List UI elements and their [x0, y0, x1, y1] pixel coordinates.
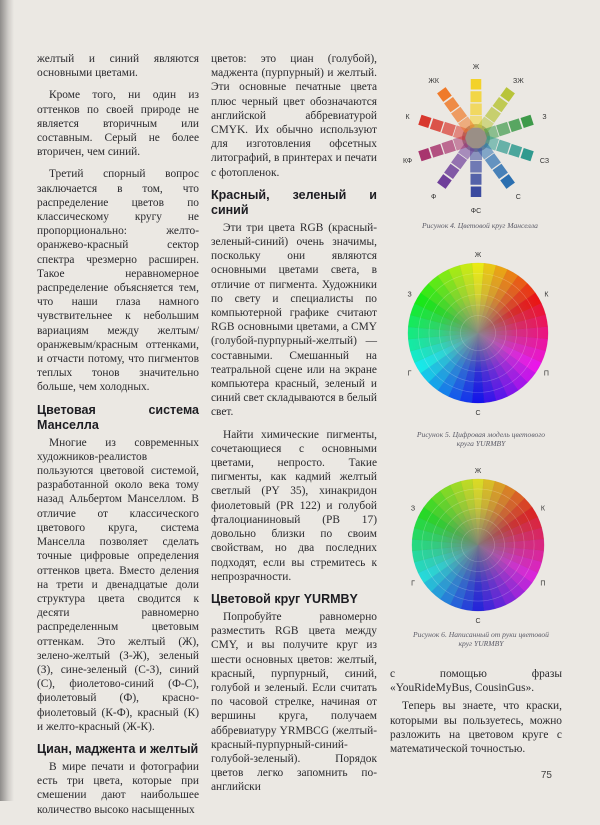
- wheel-hue-label: П: [540, 580, 546, 588]
- wheel-hue-label: З: [407, 291, 412, 299]
- figure-6-caption-line2: круг YURMBY: [458, 639, 504, 648]
- munsell-swatch: [496, 122, 510, 136]
- munsell-swatch: [471, 79, 482, 90]
- figure-5-caption: [396, 430, 566, 448]
- wheel-hue-label: З: [410, 505, 416, 513]
- paragraph: цветов: это циан (голубой), маджента (пурпурный) и желтый. Эти основные печатные цвета плюс черный цвет обозначаются английской аббревиатурой CMYK. Их обычно используют для изготовления офсетных литографий, в принтерах и печати с фотопленок.: [211, 53, 377, 179]
- munsell-swatch: [470, 161, 482, 173]
- munsell-hue-label: Ж: [472, 64, 480, 71]
- munsell-swatch: [508, 118, 522, 132]
- figure-yurmby-painted: [393, 467, 563, 627]
- munsell-hue-label: З: [542, 113, 547, 121]
- figure-6-caption: [396, 630, 566, 648]
- figure-yurmby-digital: [393, 243, 563, 423]
- wheel-hue-label: Ж: [474, 468, 482, 475]
- wheel-hue-label: К: [540, 505, 545, 513]
- munsell-swatch: [471, 187, 482, 198]
- munsell-swatch: [418, 115, 431, 128]
- paragraph: с помощью фразы «YouRideMyBus, CousinGus».: [390, 668, 562, 695]
- munsell-swatch: [521, 115, 534, 128]
- wheel-hue-label: К: [544, 291, 549, 299]
- figure-6-caption-line1: Рисунок 6. Написанный от руки цветовой: [413, 630, 549, 639]
- paragraph: Третий спорный вопрос заключается в том, что распределение цветов по классическому кругу не пропорционально: желто-оранжево-красный сектор спектра чрезмерно расширен. Такое неравномерное распределение объясняется тем, что наши глаза намного чувствительнее к небольшим вариациям между желтым/оранжевым/красным оттенками, и отчасти потому, что пигментов теплых тонов значительно больше, чем холодных.: [37, 168, 199, 394]
- section-heading-yurmby: Цветовой круг YURMBY: [211, 591, 358, 606]
- paragraph: Теперь вы знаете, что краски, которыми вы пользуетесь, можно разложить на цветовом круге с математической точностью.: [390, 700, 562, 756]
- section-heading-munsell: Цветовая система Манселла: [37, 402, 199, 432]
- munsell-hue-label: ЗЖ: [512, 77, 524, 85]
- figure-munsell-wheel: [388, 54, 564, 218]
- paragraph: В мире печати и фотографии есть три цвета, которые при смешении дают наибольшее количество высоко насыщенных: [37, 760, 199, 816]
- figure-5-caption-line2: круга YURMBY: [456, 439, 506, 448]
- munsell-swatch: [496, 140, 510, 154]
- munsell-swatch: [471, 91, 482, 102]
- munsell-hue-label: ЖК: [428, 77, 439, 85]
- munsell-swatch: [418, 148, 431, 161]
- wheel-hue-label: С: [475, 618, 481, 625]
- section-heading-cmy: Циан, маджента и желтый: [37, 741, 199, 756]
- wheel-hue-label: Ж: [474, 252, 482, 259]
- munsell-hue-label: СЗ: [539, 158, 550, 166]
- munsell-hue-label: КФ: [402, 158, 413, 166]
- section-heading-rgb: Красный, зеленый и синий: [211, 187, 377, 217]
- figure-5-caption-line1: Рисунок 5. Цифровая модель цветового: [416, 430, 546, 439]
- wheel-hue-label: П: [543, 370, 549, 378]
- text-column-3: [390, 667, 562, 760]
- wheel-hue-label: Г: [411, 580, 415, 588]
- munsell-hue-label: ФС: [470, 208, 482, 215]
- wheel-hue-label: Г: [407, 370, 412, 378]
- paragraph: Кроме того, ни один из оттенков по своей природе не является вторичным или составным. Серый не более вторичен, чем синий.: [37, 89, 199, 159]
- text-column-1: [37, 52, 199, 825]
- munsell-hue-label: Ф: [431, 194, 437, 202]
- figure-4-caption: Рисунок 4. Цветовой круг Манселла: [422, 221, 538, 230]
- paragraph: Найти химические пигменты, сочетающиеся с основными цветами, непросто. Такие пигменты, как кадмий желтый светлый (PY 35), хинакридон фиолетовый (PR 122) и голубой фталоцианиновый (PB 17) довольно близки по своим свойствам, но два последних подходят, если вы стремитесь к непрозрачности.: [211, 428, 377, 583]
- munsell-swatch: [470, 104, 482, 116]
- munsell-swatch: [441, 122, 455, 136]
- munsell-swatch: [441, 140, 455, 154]
- text-column-2: [211, 52, 377, 803]
- munsell-hue-label: К: [405, 113, 410, 121]
- munsell-swatch: [430, 144, 444, 158]
- page-number: 75: [540, 770, 552, 781]
- munsell-swatch: [508, 144, 522, 158]
- munsell-hue-label: С: [515, 194, 521, 202]
- paragraph: Эти три цвета RGB (красный-зеленый-синий) очень значимы, поскольку они являются основными цветами света, в отличие от пигмента. Художники по свету и специалисты по компьютерной графике считают RGB основными цветами, а CMY (голубой-пурпурный-желтый) — составными. Смешанный на театральной сцене или на экране компьютера красный, зеленый и синий свет складываются в белый свет.: [211, 221, 377, 419]
- munsell-swatch: [471, 174, 482, 185]
- munsell-swatch: [521, 148, 534, 161]
- page-gutter-shadow: [0, 0, 14, 801]
- wheel-hue-label: С: [475, 410, 481, 417]
- paragraph: Многие из современных художников-реалистов пользуются цветовой системой, разработанной около века тому назад Альбертом Манселлом. В отличие от классического цветового круга, система Манселла позволяет сделать точные цифровые определения оттенков цвета. Вместо деления на трети и двенадцатые доли структура цвета сводится к десяти равномерно распределенным цветовым оттенкам. Это желтый (Ж), зелено-желтый (З-Ж), зеленый (З), сине-зеленый (С-З), синий (С), фиолетово-синий (Ф-С), фиолетовый (Ф), красно-фиолетовый (К-Ф), красный (К) и желто-красный (Ж-К).: [37, 436, 199, 733]
- paragraph: желтый и синий являются основными цветами.: [37, 53, 199, 80]
- paragraph: Попробуйте равномерно разместить RGB цвета между CMY, и вы получите круг из шести основных цветов: желтый, красный, пурпурный, синий, голубой и зеленый. Если считать по часовой стрелке, начиная от вершины круга, получаем аббревиатуру YRMBCG (желтый-красный-пурпурный-синий-голубой-зеленый). Порядок цветов легко запомнить по-английски: [211, 610, 377, 794]
- munsell-swatch: [430, 118, 444, 132]
